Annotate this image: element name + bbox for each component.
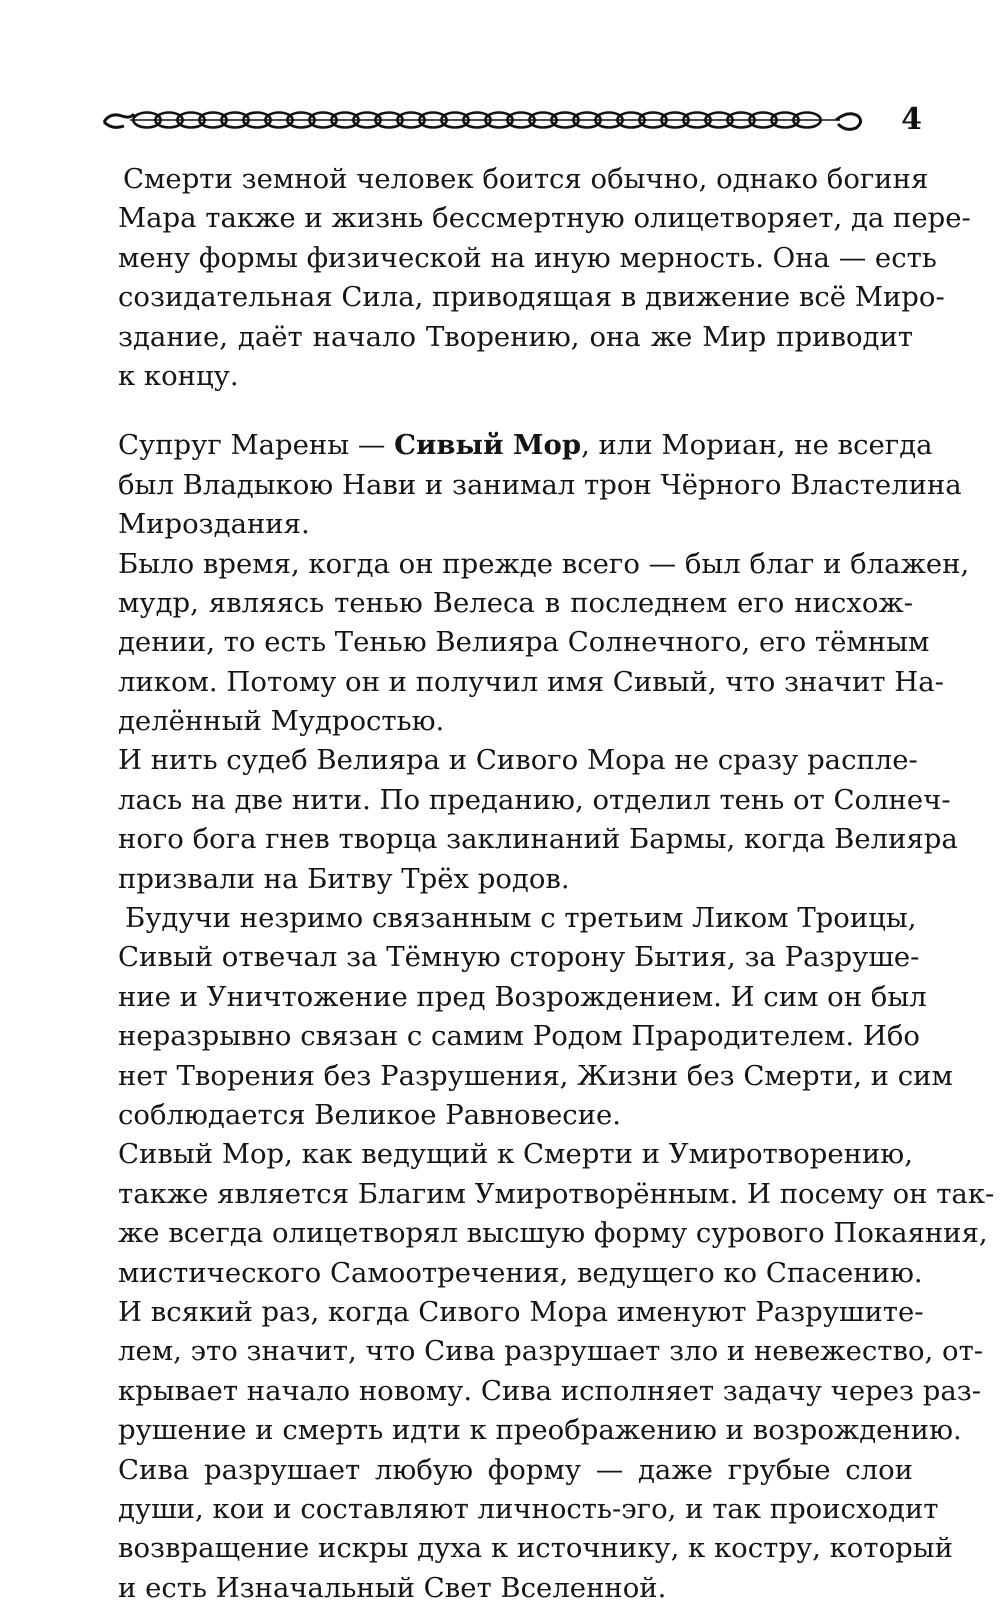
text-line: был Владыкою Нави и занимал трон Чёрного Властелина: [118, 466, 913, 505]
text-line: мену формы физической на иную мерность. Она — есть: [118, 239, 913, 278]
text-line: Будучи незримо связанным с третьим Ликом Троицы,: [118, 899, 913, 938]
text-line: И всякий раз, когда Сивого Мора именуют Разрушите-: [118, 1293, 913, 1332]
text-line: Сива разрушает любую форму — даже грубые слои: [118, 1451, 913, 1490]
text-line: Сивый отвечал за Тёмную сторону Бытия, за Разруше-: [118, 938, 913, 977]
paragraph-2: [118, 426, 913, 544]
text-line: мудр, являясь тенью Велеса в последнем его нисхож-: [118, 584, 913, 623]
text-line: здание, даёт начало Творению, она же Мир приводит: [118, 318, 913, 357]
text-line: неразрывно связан с самим Родом Прародителем. Ибо: [118, 1017, 913, 1056]
text-line: соблюдается Великое Равновесие.: [118, 1096, 913, 1135]
paragraph-3: [118, 545, 913, 742]
text-line: души, кои и составляют личность-эго, и так происходит: [118, 1490, 913, 1529]
text-line: [118, 426, 913, 465]
text-run: Супруг Марены —: [118, 429, 394, 461]
text-line: и есть Изначальный Свет Вселенной.: [118, 1569, 913, 1608]
text-line: лась на две нити. По преданию, отделил тень от Солнеч-: [118, 781, 913, 820]
text-line: дении, то есть Тенью Велияра Солнечного, его тёмным: [118, 623, 913, 662]
text-line: же всегда олицетворял высшую форму сурового Покаяния,: [118, 1214, 913, 1253]
paragraph-8: [118, 1451, 913, 1608]
text-line: нет Творения без Разрушения, Жизни без Смерти, и сим: [118, 1057, 913, 1096]
text-line: ние и Уничтожение пред Возрождением. И сим он был: [118, 978, 913, 1017]
text-line: также является Благим Умиротворённым. И посему он так-: [118, 1175, 913, 1214]
paragraph-gap: [118, 396, 913, 426]
text-line: мистического Самоотречения, ведущего ко Спасению.: [118, 1254, 913, 1293]
paragraph-4: [118, 741, 913, 899]
paragraph-5: [118, 899, 913, 1135]
braided-ornament-rule-icon: [100, 106, 866, 134]
paragraph-1: [118, 160, 913, 396]
text-line: возвращение искры духа к источнику, к костру, который: [118, 1529, 913, 1568]
text-line: к концу.: [118, 357, 913, 396]
text-run: , или Мориан, не всегда: [581, 429, 932, 461]
page-body-text: [118, 160, 913, 1608]
bold-term: Сивый Мор: [394, 429, 581, 461]
paragraph-6: [118, 1135, 913, 1293]
text-line: Сивый Мор, как ведущий к Смерти и Умиротворению,: [118, 1135, 913, 1174]
text-line: Мара также и жизнь бессмертную олицетворяет, да пере-: [118, 199, 913, 238]
text-line: рушение и смерть идти к преображению и возрождению.: [118, 1411, 913, 1450]
page-header: [100, 98, 922, 144]
page-number: 4: [901, 100, 922, 140]
text-line: призвали на Битву Трёх родов.: [118, 860, 913, 899]
text-line: Мироздания.: [118, 505, 913, 544]
paragraph-7: [118, 1293, 913, 1451]
text-line: лем, это значит, что Сива разрушает зло и невежество, от-: [118, 1332, 913, 1371]
text-line: Было время, когда он прежде всего — был благ и блажен,: [118, 545, 913, 584]
text-line: крывает начало новому. Сива исполняет задачу через раз-: [118, 1372, 913, 1411]
text-line: созидательная Сила, приводящая в движение всё Миро-: [118, 278, 913, 317]
text-line: И нить судеб Велияра и Сивого Мора не сразу распле-: [118, 741, 913, 780]
text-line: Смерти земной человек боится обычно, однако богиня: [118, 160, 913, 199]
text-line: делённый Мудростью.: [118, 702, 913, 741]
text-line: ликом. Потому он и получил имя Сивый, что значит На-: [118, 663, 913, 702]
text-line: ного бога гнев творца заклинаний Бармы, когда Велияра: [118, 820, 913, 859]
